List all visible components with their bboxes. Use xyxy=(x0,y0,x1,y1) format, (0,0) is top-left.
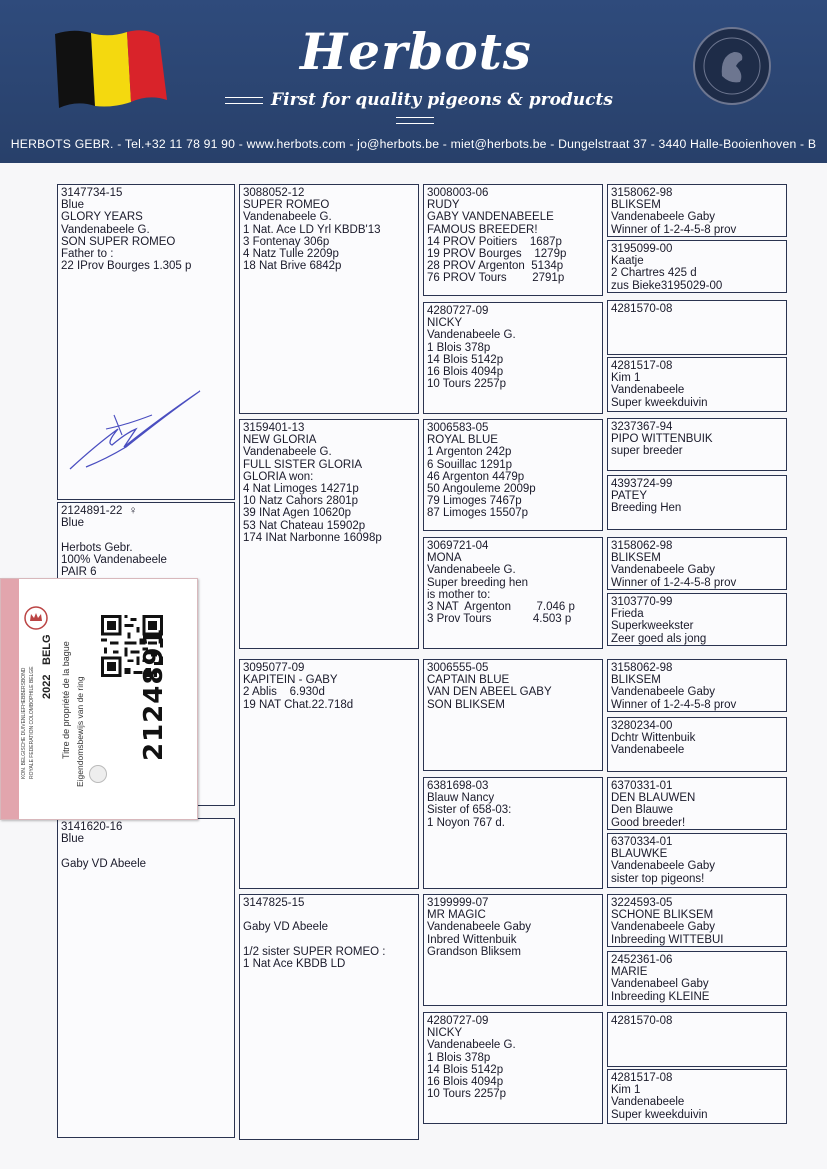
pedigree-line: 10 Tours 2257p xyxy=(427,1088,507,1101)
pedigree-line: PIPO WITTENBUIK xyxy=(611,433,713,446)
pedigree-line: 19 PROV Bourges 1279p xyxy=(427,248,567,261)
pedigree-box-g1a xyxy=(239,184,419,414)
pedigree-line: 1 Argenton 242p xyxy=(427,446,512,459)
pedigree-line: 3237367-94 xyxy=(611,421,673,433)
pedigree-line: SON BLIKSEM xyxy=(427,698,505,711)
pedigree-line: 4281570-08 xyxy=(611,1015,673,1027)
pedigree-line: SON SUPER ROMEO xyxy=(61,235,176,248)
pedigree-line: 3 Prov Tours 4.503 p xyxy=(427,613,572,626)
pedigree-line: zus Bieke3195029-00 xyxy=(611,279,723,292)
pedigree-line: 50 Angouleme 2009p xyxy=(427,483,536,496)
pedigree-line: super breeder xyxy=(611,445,683,458)
brand-logo: Herbots xyxy=(300,22,532,81)
pedigree-line: 28 PROV Argenton 5134p xyxy=(427,260,564,273)
pedigree-line: Den Blauwe xyxy=(611,804,674,817)
pedigree-line: Super breeding hen xyxy=(427,576,529,589)
pedigree-box-g3d xyxy=(607,357,787,412)
pedigree-line: 6 Souillac 1291p xyxy=(427,458,513,471)
pedigree-line: 3095077-09 xyxy=(243,662,305,674)
pedigree-line: CAPTAIN BLUE xyxy=(427,674,510,687)
pedigree-line: 2452361-06 xyxy=(611,954,673,966)
pedigree-box-g3g xyxy=(607,537,787,590)
federation-fr: ROYALE FEDERATION COLOMBOPHILE BELGE xyxy=(29,666,35,779)
pedigree-box-sire2 xyxy=(57,818,235,1138)
pigeon-seal-icon xyxy=(692,26,772,106)
pedigree-line: Vandenabeele Gaby xyxy=(611,921,716,934)
pedigree-line: Vandenabeele G. xyxy=(427,1039,516,1052)
pedigree-line: GABY VANDENABEELE xyxy=(427,211,554,224)
pedigree-line: Vandenabeele G. xyxy=(61,223,150,236)
pedigree-line: Vandenabeel Gaby xyxy=(611,978,709,991)
pedigree-line: 46 Argenton 4479p xyxy=(427,470,525,483)
pedigree-line: 1 Nat. Ace LD Yrl KBDB'13 xyxy=(243,223,381,236)
pedigree-line: 100% Vandenabeele xyxy=(61,553,167,566)
pedigree-line: MONA xyxy=(427,552,462,565)
pedigree-box-g2a xyxy=(423,184,603,296)
pedigree-line: Frieda xyxy=(611,608,644,621)
pedigree-line: Gaby VD Abeele xyxy=(243,921,329,934)
pedigree-line: Inbred Wittenbuik xyxy=(427,933,517,946)
pedigree-line: BLIKSEM xyxy=(611,199,661,212)
pedigree-line: 3 Fontenay 306p xyxy=(243,235,330,248)
pedigree-line: NICKY xyxy=(427,1027,463,1040)
pedigree-box-g3e xyxy=(607,418,787,471)
pedigree-line xyxy=(243,909,415,921)
pedigree-line: 4 Natz Tulle 2209p xyxy=(243,248,339,261)
pedigree-line: 3006555-05 xyxy=(427,662,489,674)
pedigree-line: Winner of 1-2-4-5-8 prov xyxy=(611,576,737,589)
pedigree-line: 3147734-15 xyxy=(61,187,123,199)
pedigree-line: Super kweekduivin xyxy=(611,396,708,409)
pedigree-box-g3o xyxy=(607,1012,787,1067)
pedigree-box-g3l xyxy=(607,833,787,888)
pedigree-line: Blue xyxy=(61,199,85,212)
pedigree-line: is mother to: xyxy=(427,588,491,601)
pedigree-line: 174 INat Narbonne 16098p xyxy=(243,531,382,544)
pedigree-line: VAN DEN ABEEL GABY xyxy=(427,686,552,699)
pedigree-line: Vandenabeele Gaby xyxy=(611,686,716,699)
pedigree-line: 16 Blois 4094p xyxy=(427,366,504,379)
card-stripe xyxy=(1,579,19,819)
pedigree-line: 3088052-12 xyxy=(243,187,305,199)
pedigree-line: Zeer goed als jong xyxy=(611,632,707,645)
pedigree-line: Vandenabeele G. xyxy=(243,446,332,459)
pedigree-line: 1 Blois 378p xyxy=(427,1051,491,1064)
card-title: Titre de propriété de la bague xyxy=(61,641,71,759)
pedigree-line: GLORY YEARS xyxy=(61,211,143,224)
pedigree-line: Grandson Bliksem xyxy=(427,945,521,958)
pedigree-line: 14 Blois 5142p xyxy=(427,1063,504,1076)
contact-line: HERBOTS GEBR. - Tel.+32 11 78 91 90 - www.herbots.com - jo@herbots.be - miet@herbots.be - Dungelstraat 37 - 3440 Halle-Booienhoven - B xyxy=(10,137,817,151)
pedigree-line: 3159401-13 xyxy=(243,422,305,434)
pedigree-line: PAIR 6 xyxy=(61,566,97,579)
pedigree-line: 14 Blois 5142p xyxy=(427,353,504,366)
pedigree-box-g2d xyxy=(423,537,603,649)
pedigree-line: Vandenabeele xyxy=(611,1096,685,1109)
pedigree-box-g3a xyxy=(607,184,787,237)
pedigree-line: DEN BLAUWEN xyxy=(611,792,696,805)
pedigree-line: 3158062-98 xyxy=(611,187,673,199)
pedigree-line xyxy=(61,529,231,541)
pedigree-line: 1/2 sister SUPER ROMEO : xyxy=(243,945,386,958)
pedigree-line: Breeding Hen xyxy=(611,502,682,515)
pedigree-line: 6370331-01 xyxy=(611,780,673,792)
pedigree-line: GLORIA won: xyxy=(243,470,314,483)
pedigree-line: Vandenabeele G. xyxy=(243,211,332,224)
pedigree-line: 10 Tours 2257p xyxy=(427,378,507,391)
pedigree-line: 6381698-03 xyxy=(427,780,489,792)
pedigree-line: BLAUWKE xyxy=(611,848,668,861)
pedigree-line: RUDY xyxy=(427,199,460,212)
pedigree-line: Sister of 658-03: xyxy=(427,804,512,817)
pedigree-line: 1 Noyon 767 d. xyxy=(427,816,506,829)
pedigree-box-g1d xyxy=(239,894,419,1140)
pedigree-line: SCHONE BLIKSEM xyxy=(611,909,714,922)
pedigree-line: Dchtr Wittenbuik xyxy=(611,732,696,745)
pedigree-box-g3n xyxy=(607,951,787,1006)
belgian-flag-icon xyxy=(55,28,167,110)
pedigree-line: 3141620-16 xyxy=(61,821,123,833)
ring-number: 2124891 xyxy=(139,627,169,761)
header-band xyxy=(0,0,827,163)
pedigree-line: Father to : xyxy=(61,248,114,261)
pedigree-box-g3i xyxy=(607,659,787,712)
pedigree-line: Vandenabeele G. xyxy=(427,329,516,342)
pedigree-box-g3p xyxy=(607,1069,787,1124)
pedigree-box-g2f xyxy=(423,777,603,889)
pedigree-line: Good breeder! xyxy=(611,816,686,829)
pedigree-line: 3199999-07 xyxy=(427,897,489,909)
pedigree-line: 19 NAT Chat.22.718d xyxy=(243,698,354,711)
pedigree-line: Vandenabeele xyxy=(611,744,685,757)
pedigree-line: 4281517-08 xyxy=(611,1072,673,1084)
pedigree-box-g3b xyxy=(607,240,787,293)
pedigree-line: 3224593-05 xyxy=(611,897,673,909)
pedigree-box-g2h xyxy=(423,1012,603,1124)
pedigree-line: 14 PROV Poitiers 1687p xyxy=(427,235,562,248)
pedigree-line: Blauw Nancy xyxy=(427,792,495,805)
pedigree-box-g3m xyxy=(607,894,787,947)
pedigree-line: SUPER ROMEO xyxy=(243,199,330,212)
pedigree-line: KAPITEIN - GABY xyxy=(243,674,338,687)
pedigree-line: BLIKSEM xyxy=(611,674,661,687)
pedigree-line: 1 Nat Ace KBDB LD xyxy=(243,958,346,971)
pedigree-line: NEW GLORIA xyxy=(243,434,317,447)
pedigree-line: 76 PROV Tours 2791p xyxy=(427,272,565,285)
pedigree-line: Kaatje xyxy=(611,255,644,268)
pedigree-line: Vandenabeele Gaby xyxy=(611,211,716,224)
pedigree-line: Super kweekduivin xyxy=(611,1108,708,1121)
pedigree-line: 3147825-15 xyxy=(243,897,305,909)
pedigree-line: 79 Limoges 7467p xyxy=(427,495,522,508)
pedigree-line: 3158062-98 xyxy=(611,540,673,552)
pedigree-line: Kim 1 xyxy=(611,372,641,385)
pedigree-line: Herbots Gebr. xyxy=(61,541,133,554)
pedigree-line: Winner of 1-2-4-5-8 prov xyxy=(611,698,737,711)
pedigree-line: Vandenabeele Gaby xyxy=(427,921,532,934)
pedigree-box-g3j xyxy=(607,717,787,772)
pedigree-line: 3069721-04 xyxy=(427,540,489,552)
pedigree-line: 10 Natz Cahors 2801p xyxy=(243,495,359,508)
pedigree-line: Vandenabeele xyxy=(611,384,685,397)
pedigree-line: 3280234-00 xyxy=(611,720,673,732)
pedigree-box-g2e xyxy=(423,659,603,771)
pedigree-line: Vandenabeele G. xyxy=(427,564,516,577)
pedigree-line: 22 IProv Bourges 1.305 p xyxy=(61,260,192,273)
pedigree-box-g2g xyxy=(423,894,603,1006)
pedigree-line: 16 Blois 4094p xyxy=(427,1076,504,1089)
pedigree-line: ROYAL BLUE xyxy=(427,434,498,447)
pedigree-line: Superkweekster xyxy=(611,620,694,633)
pedigree-line: Inbreeding WITTEBUI xyxy=(611,933,724,946)
pedigree-line: 4280727-09 xyxy=(427,1015,489,1027)
ring-year: 2022 xyxy=(41,674,53,699)
pedigree-line: 6370334-01 xyxy=(611,836,673,848)
pedigree-line: FULL SISTER GLORIA xyxy=(243,458,363,471)
pedigree-line: Vandenabeele Gaby xyxy=(611,564,716,577)
pedigree-line: 53 Nat Chateau 15902p xyxy=(243,519,366,532)
pedigree-line: Kim 1 xyxy=(611,1084,641,1097)
pedigree-box-g2c xyxy=(423,419,603,531)
pedigree-box-g1c xyxy=(239,659,419,889)
pedigree-line: 2 Ablis 6.930d xyxy=(243,686,325,699)
pedigree-line: 2 Chartres 425 d xyxy=(611,267,697,280)
pedigree-line: Blue xyxy=(61,833,85,846)
pedigree-line: 3006583-05 xyxy=(427,422,489,434)
pedigree-box-g2b xyxy=(423,302,603,414)
pedigree-line: sister top pigeons! xyxy=(611,872,705,885)
pedigree-line: MARIE xyxy=(611,966,648,979)
tagline: First for quality pigeons & products xyxy=(205,90,625,130)
pedigree-line: Inbreeding KLEINE xyxy=(611,990,710,1003)
pedigree-box-g3f xyxy=(607,475,787,530)
pedigree-line xyxy=(61,845,231,857)
pedigree-line: 3008003-06 xyxy=(427,187,489,199)
pedigree-line: 2124891-22 ♀ xyxy=(61,505,138,517)
pedigree-line: 4280727-09 xyxy=(427,305,489,317)
pedigree-line: 3158062-98 xyxy=(611,662,673,674)
pedigree-line: MR MAGIC xyxy=(427,909,486,922)
pedigree-line: PATEY xyxy=(611,490,647,503)
pedigree-line: BLIKSEM xyxy=(611,552,661,565)
pedigree-line: 4281570-08 xyxy=(611,303,673,315)
pedigree-line: Blue xyxy=(61,517,85,530)
pedigree-box-g3h xyxy=(607,593,787,646)
pedigree-line: 4 Nat Limoges 14271p xyxy=(243,483,359,496)
pedigree-line: FAMOUS BREEDER! xyxy=(427,223,538,236)
crown-logo-icon xyxy=(23,605,49,631)
pedigree-line: 4281517-08 xyxy=(611,360,673,372)
pedigree-line: 39 INat Agen 10620p xyxy=(243,507,352,520)
ring-country: BELG xyxy=(41,634,53,665)
federation-nl: KON. BELGISCHE DUIVENLIEFHEBBERSBOND xyxy=(21,667,27,779)
pedigree-line: 87 Limoges 15507p xyxy=(427,507,529,520)
pedigree-line: 3 NAT Argenton 7.046 p xyxy=(427,601,575,614)
signature xyxy=(66,385,206,475)
pedigree-line xyxy=(243,934,415,946)
pedigree-box-g1b xyxy=(239,419,419,649)
pedigree-line: Gaby VD Abeele xyxy=(61,857,147,870)
pedigree-box-g3c xyxy=(607,300,787,355)
ring-ownership-card xyxy=(0,578,198,820)
pedigree-line: 1 Blois 378p xyxy=(427,341,491,354)
pedigree-line: Winner of 1-2-4-5-8 prov xyxy=(611,223,737,236)
pedigree-line: 4393724-99 xyxy=(611,478,673,490)
pedigree-line: 3103770-99 xyxy=(611,596,673,608)
punch-hole xyxy=(89,765,107,783)
pedigree-line: 3195099-00 xyxy=(611,243,673,255)
pedigree-line: Vandenabeele Gaby xyxy=(611,860,716,873)
pedigree-line: NICKY xyxy=(427,317,463,330)
card-subtitle: Eigendomsbewijs van de ring xyxy=(75,676,85,787)
pedigree-line: 18 Nat Brive 6842p xyxy=(243,260,342,273)
pedigree-box-g3k xyxy=(607,777,787,830)
